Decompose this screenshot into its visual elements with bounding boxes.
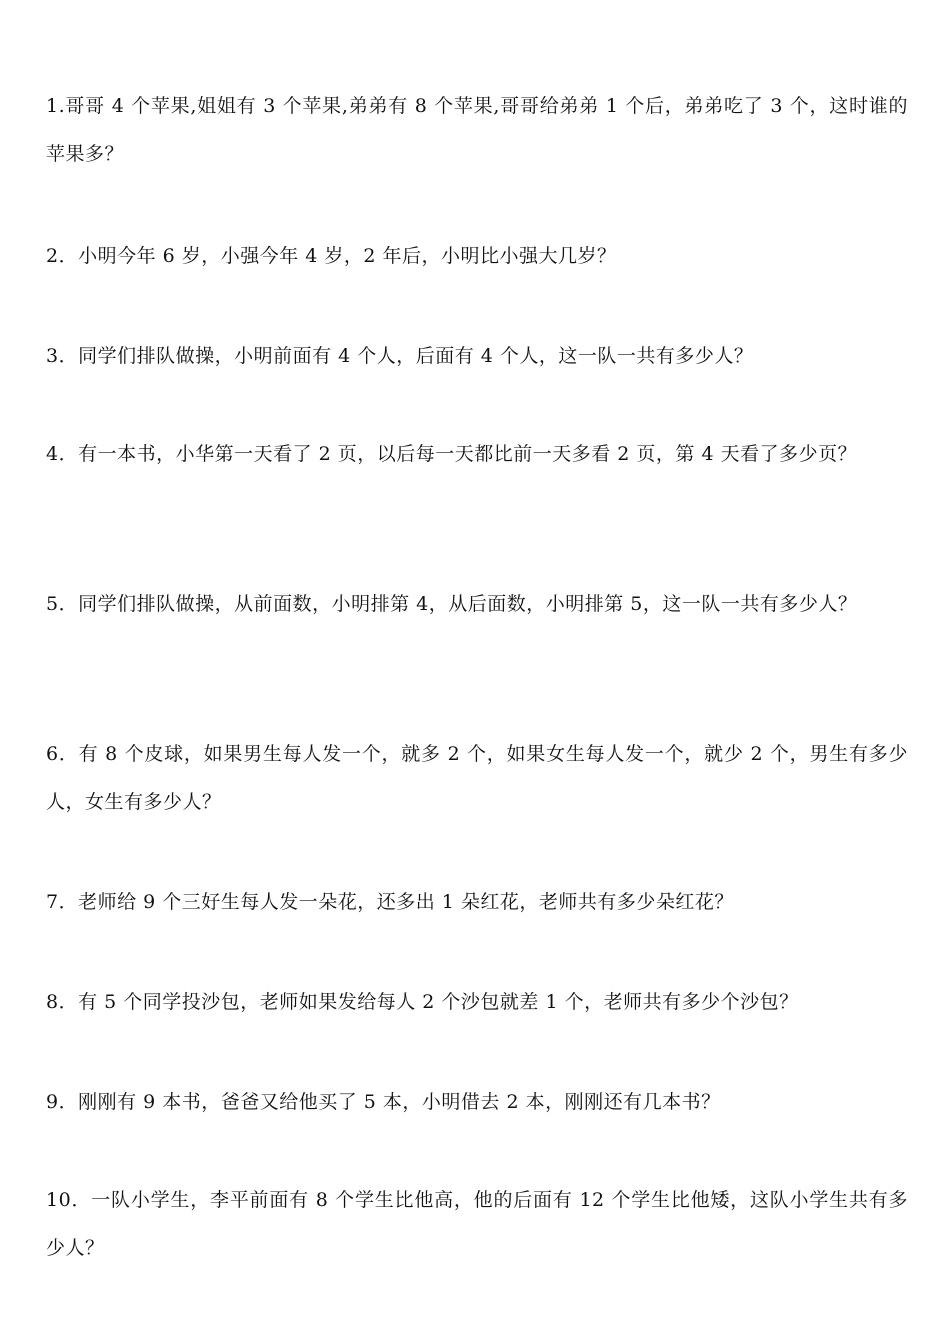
problem-10: 10．一队小学生，李平前面有 8 个学生比他高，他的后面有 12 个学生比他矮，这队小学生共有多少人？ bbox=[46, 1189, 908, 1259]
problem-1: 1.哥哥 4 个苹果,姐姐有 3 个苹果,弟弟有 8 个苹果,哥哥给弟弟 1 个后，弟弟吃了 3 个，这时谁的苹果多？ bbox=[46, 95, 908, 165]
problem-2: 2．小明今年 6 岁，小强今年 4 岁，2 年后，小明比小强大几岁？ bbox=[46, 245, 617, 267]
problem-3: 3．同学们排队做操，小明前面有 4 个人，后面有 4 个人，这一队一共有多少人？ bbox=[46, 345, 754, 367]
problem-6: 6．有 8 个皮球，如果男生每人发一个，就多 2 个，如果女生每人发一个，就少 2 个，男生有多少人，女生有多少人？ bbox=[46, 743, 908, 813]
problem-4: 4．有一本书，小华第一天看了 2 页，以后每一天都比前一天多看 2 页，第 4 天看了多少页？ bbox=[46, 443, 858, 465]
problem-8: 8．有 5 个同学投沙包，老师如果发给每人 2 个沙包就差 1 个，老师共有多少个沙包？ bbox=[46, 991, 799, 1013]
problem-7: 7．老师给 9 个三好生每人发一朵花，还多出 1 朵红花，老师共有多少朵红花？ bbox=[46, 891, 734, 913]
problem-9: 9．刚刚有 9 本书，爸爸又给他买了 5 本，小明借去 2 本，刚刚还有几本书？ bbox=[46, 1091, 721, 1113]
problem-5: 5．同学们排队做操，从前面数，小明排第 4，从后面数，小明排第 5，这一队一共有多少人？ bbox=[46, 593, 858, 615]
